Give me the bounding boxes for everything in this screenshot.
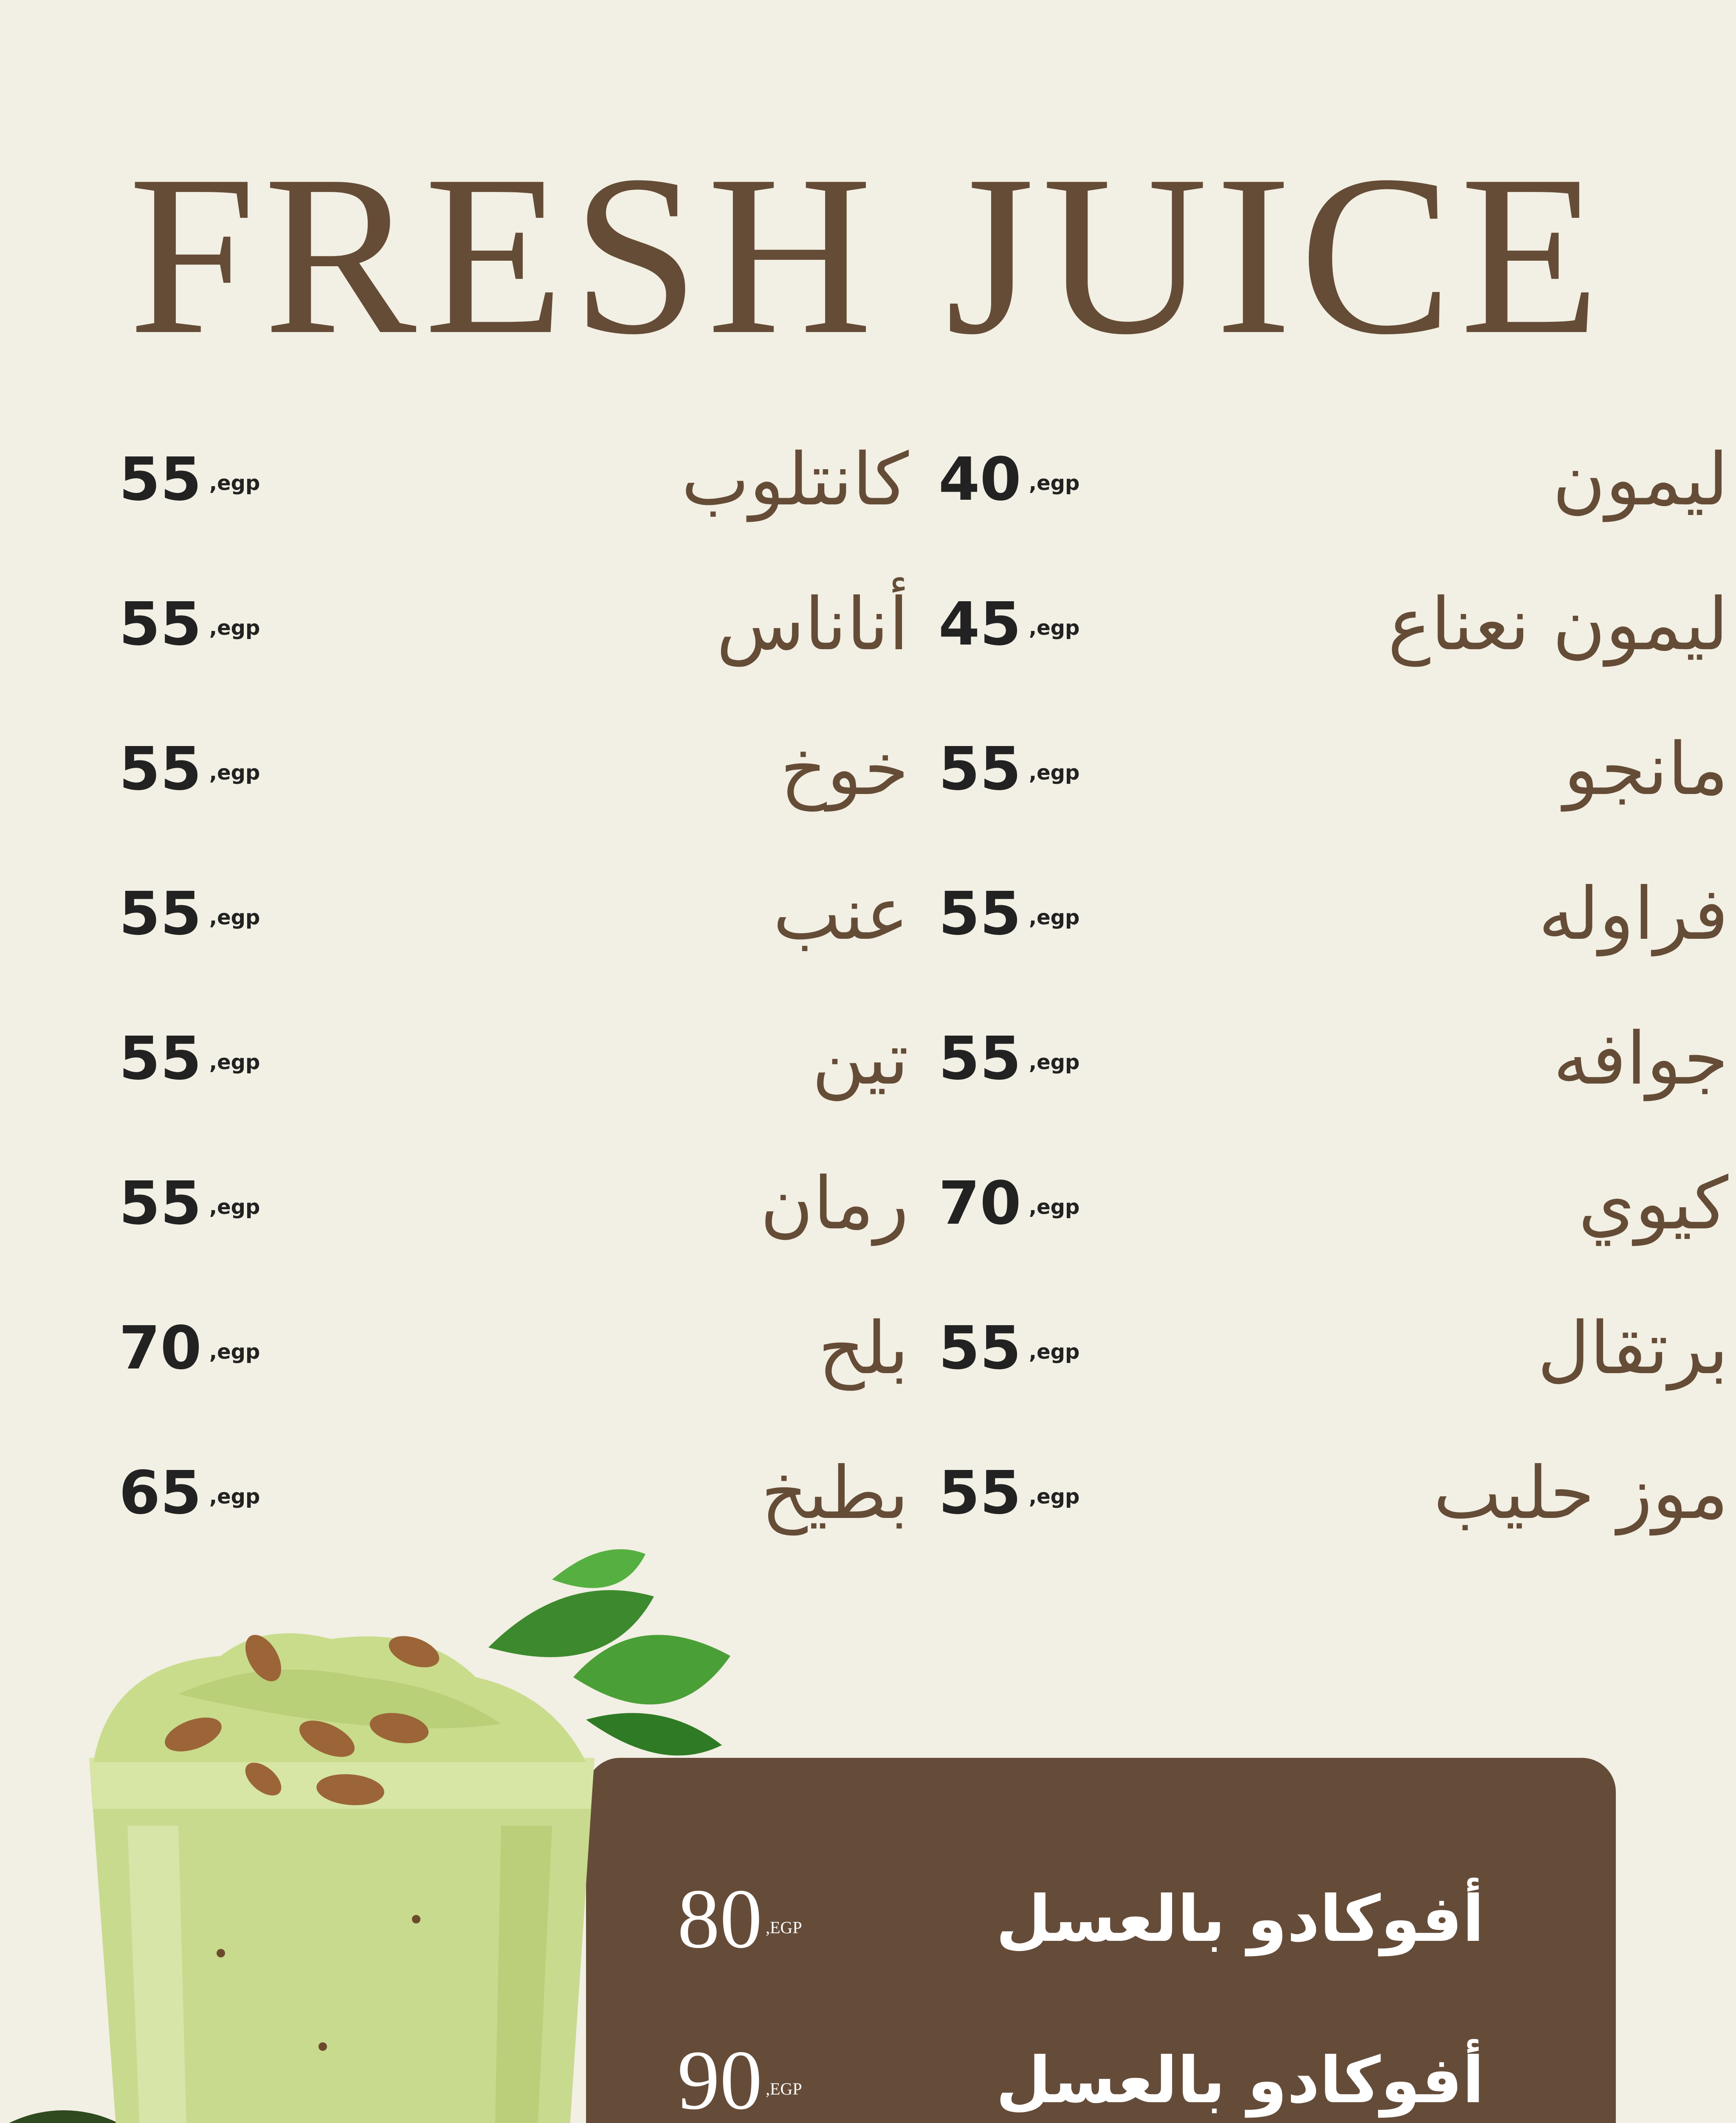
special-price: 90 ,EGP — [677, 2033, 802, 2123]
item-price: 45 ,egp — [938, 590, 1080, 659]
special-price: 80 ,EGP — [677, 1872, 802, 1966]
item-name: فراوله — [1538, 872, 1728, 956]
item-name: ليمون نعناع — [1388, 583, 1728, 667]
item-name: كانتلوب — [681, 438, 909, 522]
item-price: 55 ,egp — [938, 879, 1080, 949]
item-price: 55 ,egp — [119, 1169, 260, 1238]
item-name: كيوي — [1578, 1162, 1728, 1246]
item-price: 40 ,egp — [938, 445, 1080, 514]
smoothie-glass-icon — [89, 1633, 595, 2123]
item-name: عنب — [773, 872, 909, 956]
item-price: 55 ,egp — [119, 879, 260, 949]
item-name: بلح — [818, 1306, 909, 1391]
item-price: 55 ,egp — [938, 1024, 1080, 1093]
item-name: بطيخ — [761, 1451, 909, 1535]
item-price: 55 ,egp — [119, 735, 260, 804]
special-name: أفوكادو بالعسل — [996, 1882, 1484, 1956]
item-name: خوخ — [780, 727, 909, 811]
item-name: برتقال — [1537, 1306, 1728, 1391]
item-name: أناناس — [716, 583, 909, 667]
item-price: 55 ,egp — [119, 445, 260, 514]
item-name: موز حليب — [1433, 1451, 1728, 1535]
item-price: 55 ,egp — [938, 1459, 1080, 1528]
special-name: أفوكادو بالعسل — [996, 2044, 1484, 2117]
item-price: 55 ,egp — [938, 1314, 1080, 1383]
item-price: 65 ,egp — [119, 1459, 260, 1528]
item-name: تين — [812, 1017, 909, 1101]
item-price: 70 ,egp — [119, 1314, 260, 1383]
item-name: مانجو — [1564, 727, 1728, 811]
item-price: 70 ,egp — [938, 1169, 1080, 1238]
item-price: 55 ,egp — [119, 590, 260, 659]
menu-title: FRESH JUICE — [128, 128, 1608, 382]
item-price: 55 ,egp — [938, 735, 1080, 804]
item-name: رمان — [760, 1162, 909, 1246]
item-name: ليمون — [1552, 438, 1728, 522]
item-price: 55 ,egp — [119, 1024, 260, 1093]
item-name: جوافه — [1553, 1017, 1728, 1101]
